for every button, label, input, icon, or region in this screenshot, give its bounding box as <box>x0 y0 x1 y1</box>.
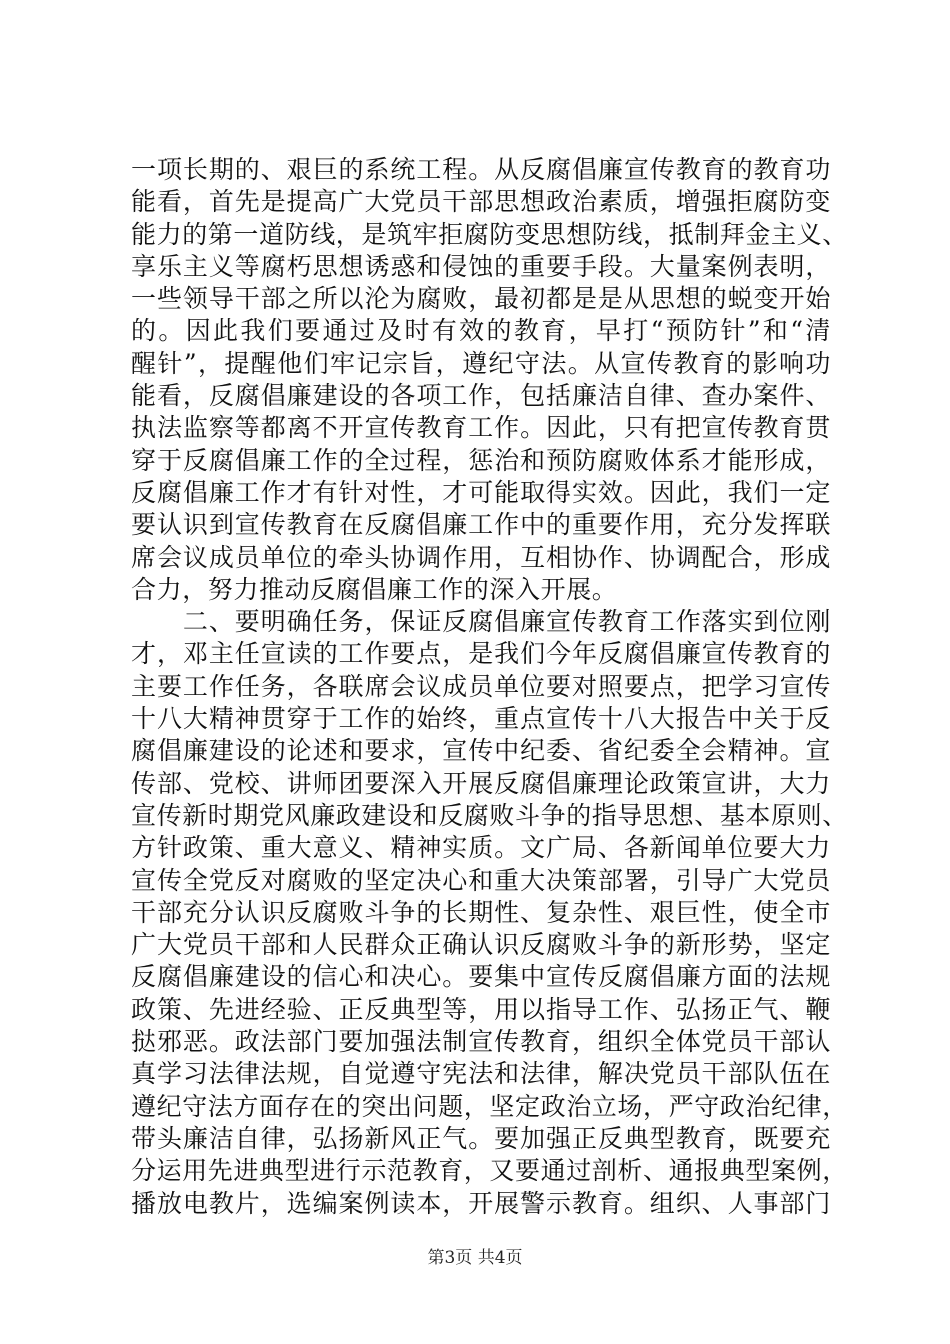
text-line: 主要工作任务，各联席会议成员单位要对照要点，把学习宣传 <box>131 671 831 701</box>
text-line: 才，邓主任宣读的工作要点，是我们今年反腐倡廉宣传教育的 <box>131 639 831 669</box>
text-line: 挞邪恶。政法部门要加强法制宣传教育，组织全体党员干部认 <box>131 1027 831 1057</box>
text-line: 播放电教片，选编案例读本，开展警示教育。组织、人事部门 <box>131 1188 831 1218</box>
text-line: 遵纪守法方面存在的突出问题，坚定政治立场，严守政治纪律， <box>131 1091 848 1121</box>
text-line: 要认识到宣传教育在反腐倡廉工作中的重要作用，充分发挥联 <box>131 510 831 540</box>
text-line: 传部、党校、讲师团要深入开展反腐倡廉理论政策宣讲，大力 <box>131 768 831 798</box>
text-line: 带头廉洁自律，弘扬新风正气。要加强正反典型教育，既要充 <box>131 1123 831 1153</box>
text-line: 二、要明确任务，保证反腐倡廉宣传教育工作落实到位刚 <box>131 607 831 637</box>
text-line: 一些领导干部之所以沦为腐败，最初都是是从思想的蜕变开始 <box>131 284 831 314</box>
text-line: 宣传全党反对腐败的坚定决心和重大决策部署，引导广大党员 <box>131 865 831 895</box>
text-line: 政策、先进经验、正反典型等，用以指导工作、弘扬正气、鞭 <box>131 994 831 1024</box>
text-line: 十八大精神贯穿于工作的始终，重点宣传十八大报告中关于反 <box>131 704 831 734</box>
text-line: 宣传新时期党风廉政建设和反腐败斗争的指导思想、基本原则、 <box>131 800 848 830</box>
text-line: 腐倡廉建设的论述和要求，宣传中纪委、省纪委全会精神。宣 <box>131 736 831 766</box>
text-line: 广大党员干部和人民群众正确认识反腐败斗争的新形势，坚定 <box>131 930 831 960</box>
text-line: 方针政策、重大意义、精神实质。文广局、各新闻单位要大力 <box>131 833 831 863</box>
text-line: 反腐倡廉建设的信心和决心。要集中宣传反腐倡廉方面的法规 <box>131 962 831 992</box>
text-line: 能力的第一道防线，是筑牢拒腐防变思想防线，抵制拜金主义、 <box>131 219 848 249</box>
text-line: 干部充分认识反腐败斗争的长期性、复杂性、艰巨性，使全市 <box>131 897 831 927</box>
body-text <box>131 154 848 1220</box>
text-line: 执法监察等都离不开宣传教育工作。因此，只有把宣传教育贯 <box>131 413 831 443</box>
text-line: 醒针”，提醒他们牢记宗旨，遵纪守法。从宣传教育的影响功 <box>131 348 831 378</box>
text-line: 真学习法律法规，自觉遵守宪法和法律，解决党员干部队伍在 <box>131 1059 831 1089</box>
page-footer: 第3页 共4页 <box>427 1248 523 1268</box>
text-line: 穿于反腐倡廉工作的全过程，惩治和预防腐败体系才能形成， <box>131 445 831 475</box>
text-line: 能看，反腐倡廉建设的各项工作，包括廉洁自律、查办案件、 <box>131 381 831 411</box>
text-line: 享乐主义等腐朽思想诱惑和侵蚀的重要手段。大量案例表明， <box>131 251 831 281</box>
text-line: 一项长期的、艰巨的系统工程。从反腐倡廉宣传教育的教育功 <box>131 155 831 184</box>
text-line: 的。因此我们要通过及时有效的教育，早打“预防针”和“清 <box>131 316 831 346</box>
text-line: 分运用先进典型进行示范教育，又要通过剖析、通报典型案例， <box>131 1156 848 1186</box>
text-line: 反腐倡廉工作才有针对性，才可能取得实效。因此，我们一定 <box>131 477 831 507</box>
text-line: 能看，首先是提高广大党员干部思想政治素质，增强拒腐防变 <box>131 187 831 217</box>
text-line: 合力，努力推动反腐倡廉工作的深入开展。 <box>131 574 618 604</box>
text-line: 席会议成员单位的牵头协调作用，互相协作、协调配合，形成 <box>131 542 831 572</box>
